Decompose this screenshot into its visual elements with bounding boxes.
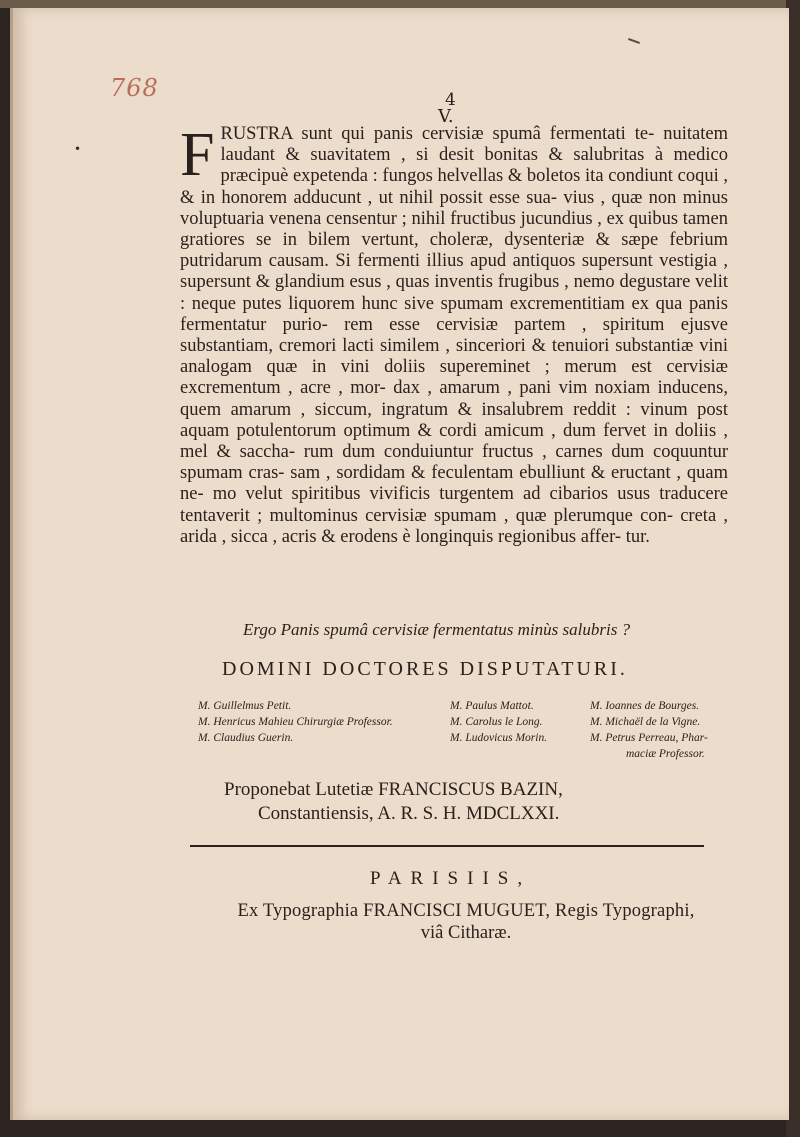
doctor-name: M. Michaël de la Vigne. [590,716,701,728]
imprint-block [186,900,746,944]
doctor-name: M. Ludovicus Morin. [450,732,548,744]
doctor-name: M. Paulus Mattot. [450,700,534,712]
drop-cap: F [180,121,215,189]
body-line: à medico præcipuè expetenda : fungos helvellas & boletos ita [220,145,728,187]
doctor-name-continued: maciæ Professor. [626,748,705,760]
doctor-name: M. Guillelmus Petit. [198,700,292,712]
body-line: vius , quæ non minus voluptuaria venena censentur ; nihil fructibus [180,187,728,229]
body-line: jucundius , ex quibus tamen gratiores se in bilem vertunt, choleræ, [180,208,728,251]
body-line: optimum & cordi amicum , dum fervet in doliis , mel & saccha- [180,420,728,463]
body-line: inventis frugibus , nemo degustare velit : neque putes liquorem [180,272,729,314]
body-line: tentaverit ; multominus cervisiæ spumam , quæ plerumque con- [180,505,681,526]
body-line: tur. [625,526,650,547]
body-line: creta , arida , sicca , acris & erodens è longinquis regionibus affer- [180,505,729,547]
proponebat-line-1: Proponebat Lutetiæ FRANCISCUS BAZIN, [224,779,563,800]
body-line: rem esse cervisiæ partem , spiritum ejusve substantiam, cremori lacti [180,314,729,357]
body-line: ingratum & insalubrem reddit : vinum post aquam potulentorum [180,399,728,441]
doctor-name: M. Henricus Mahieu Chirurgiæ Professor. [198,716,393,728]
section-number: V. [438,106,454,127]
body-line: hunc sive spumam excrementitiam ex qua panis fermentatur purio- [180,293,729,335]
body-line: RUSTRA sunt qui panis cervisiæ spumâ fermentati te- [220,124,664,144]
doctor-name: M. Ioannes de Bourges. [590,700,700,712]
margin-note: 768 [110,74,159,102]
body-line: rum dum conduiuntur fructus , carnes dum coquuntur spumam cras- [180,442,729,484]
body-text [180,121,729,548]
top-band [0,0,800,8]
divider-rule [190,845,704,847]
doctors-column-1 [198,698,393,746]
body-line: nuitatem laudant & suavitatem , si desit bonitas & salubritas [220,124,728,166]
body-line: apud antiquos supersunt vestigia , supersunt & glandium esus , quas [180,251,728,293]
body-line: mo velut spiritibus vivificis turgentem ad cibarios usus traducere [212,484,728,505]
page-number: 4 [445,90,456,110]
doctor-name: M. Claudius Guerin. [198,732,294,744]
body-line: sam , sordidam & feculentam ebulliunt & eructant , quam ne- [180,463,728,505]
doctors-column-3 [590,698,708,762]
doctor-name: M. Carolus le Long. [450,716,543,728]
body-line: similem , sinceriori & tenuiori substantiæ vini analogam quæ in vini [180,336,728,378]
body-line: doliis supereminet ; merum est cervisiæ excrementum , acre , mor- [180,357,728,399]
doctors-heading: DOMINI DOCTORES DISPUTATURI. [222,658,628,680]
doctors-column-2 [450,698,547,746]
body-line: dax , amarum , pani vim noxiam inducens, quem amarum , siccum, [180,378,728,420]
body-line: condiunt coqui , & in honorem adducunt , ut nihil possit esse sua- [180,166,729,208]
ink-dot: • [74,142,82,156]
doctor-name: M. Petrus Perreau, Phar- [590,732,708,744]
proponebat-block [224,778,704,826]
body-line: dysenteriæ & sæpe febrium putridarum causam. Si fermenti illius [180,230,728,272]
imprint-line-1: Ex Typographia FRANCISCI MUGUET, Regis Typographi, [237,901,695,921]
imprint-line-2: viâ Citharæ. [420,923,512,943]
thesis-statement: Ergo Panis spumâ cervisiæ fermentatus minùs salubris ? [243,620,631,639]
imprint-city: PARISIIS, [370,868,532,889]
proponebat-line-2: Constantiensis, A. R. S. H. MDCLXXI. [258,803,560,824]
